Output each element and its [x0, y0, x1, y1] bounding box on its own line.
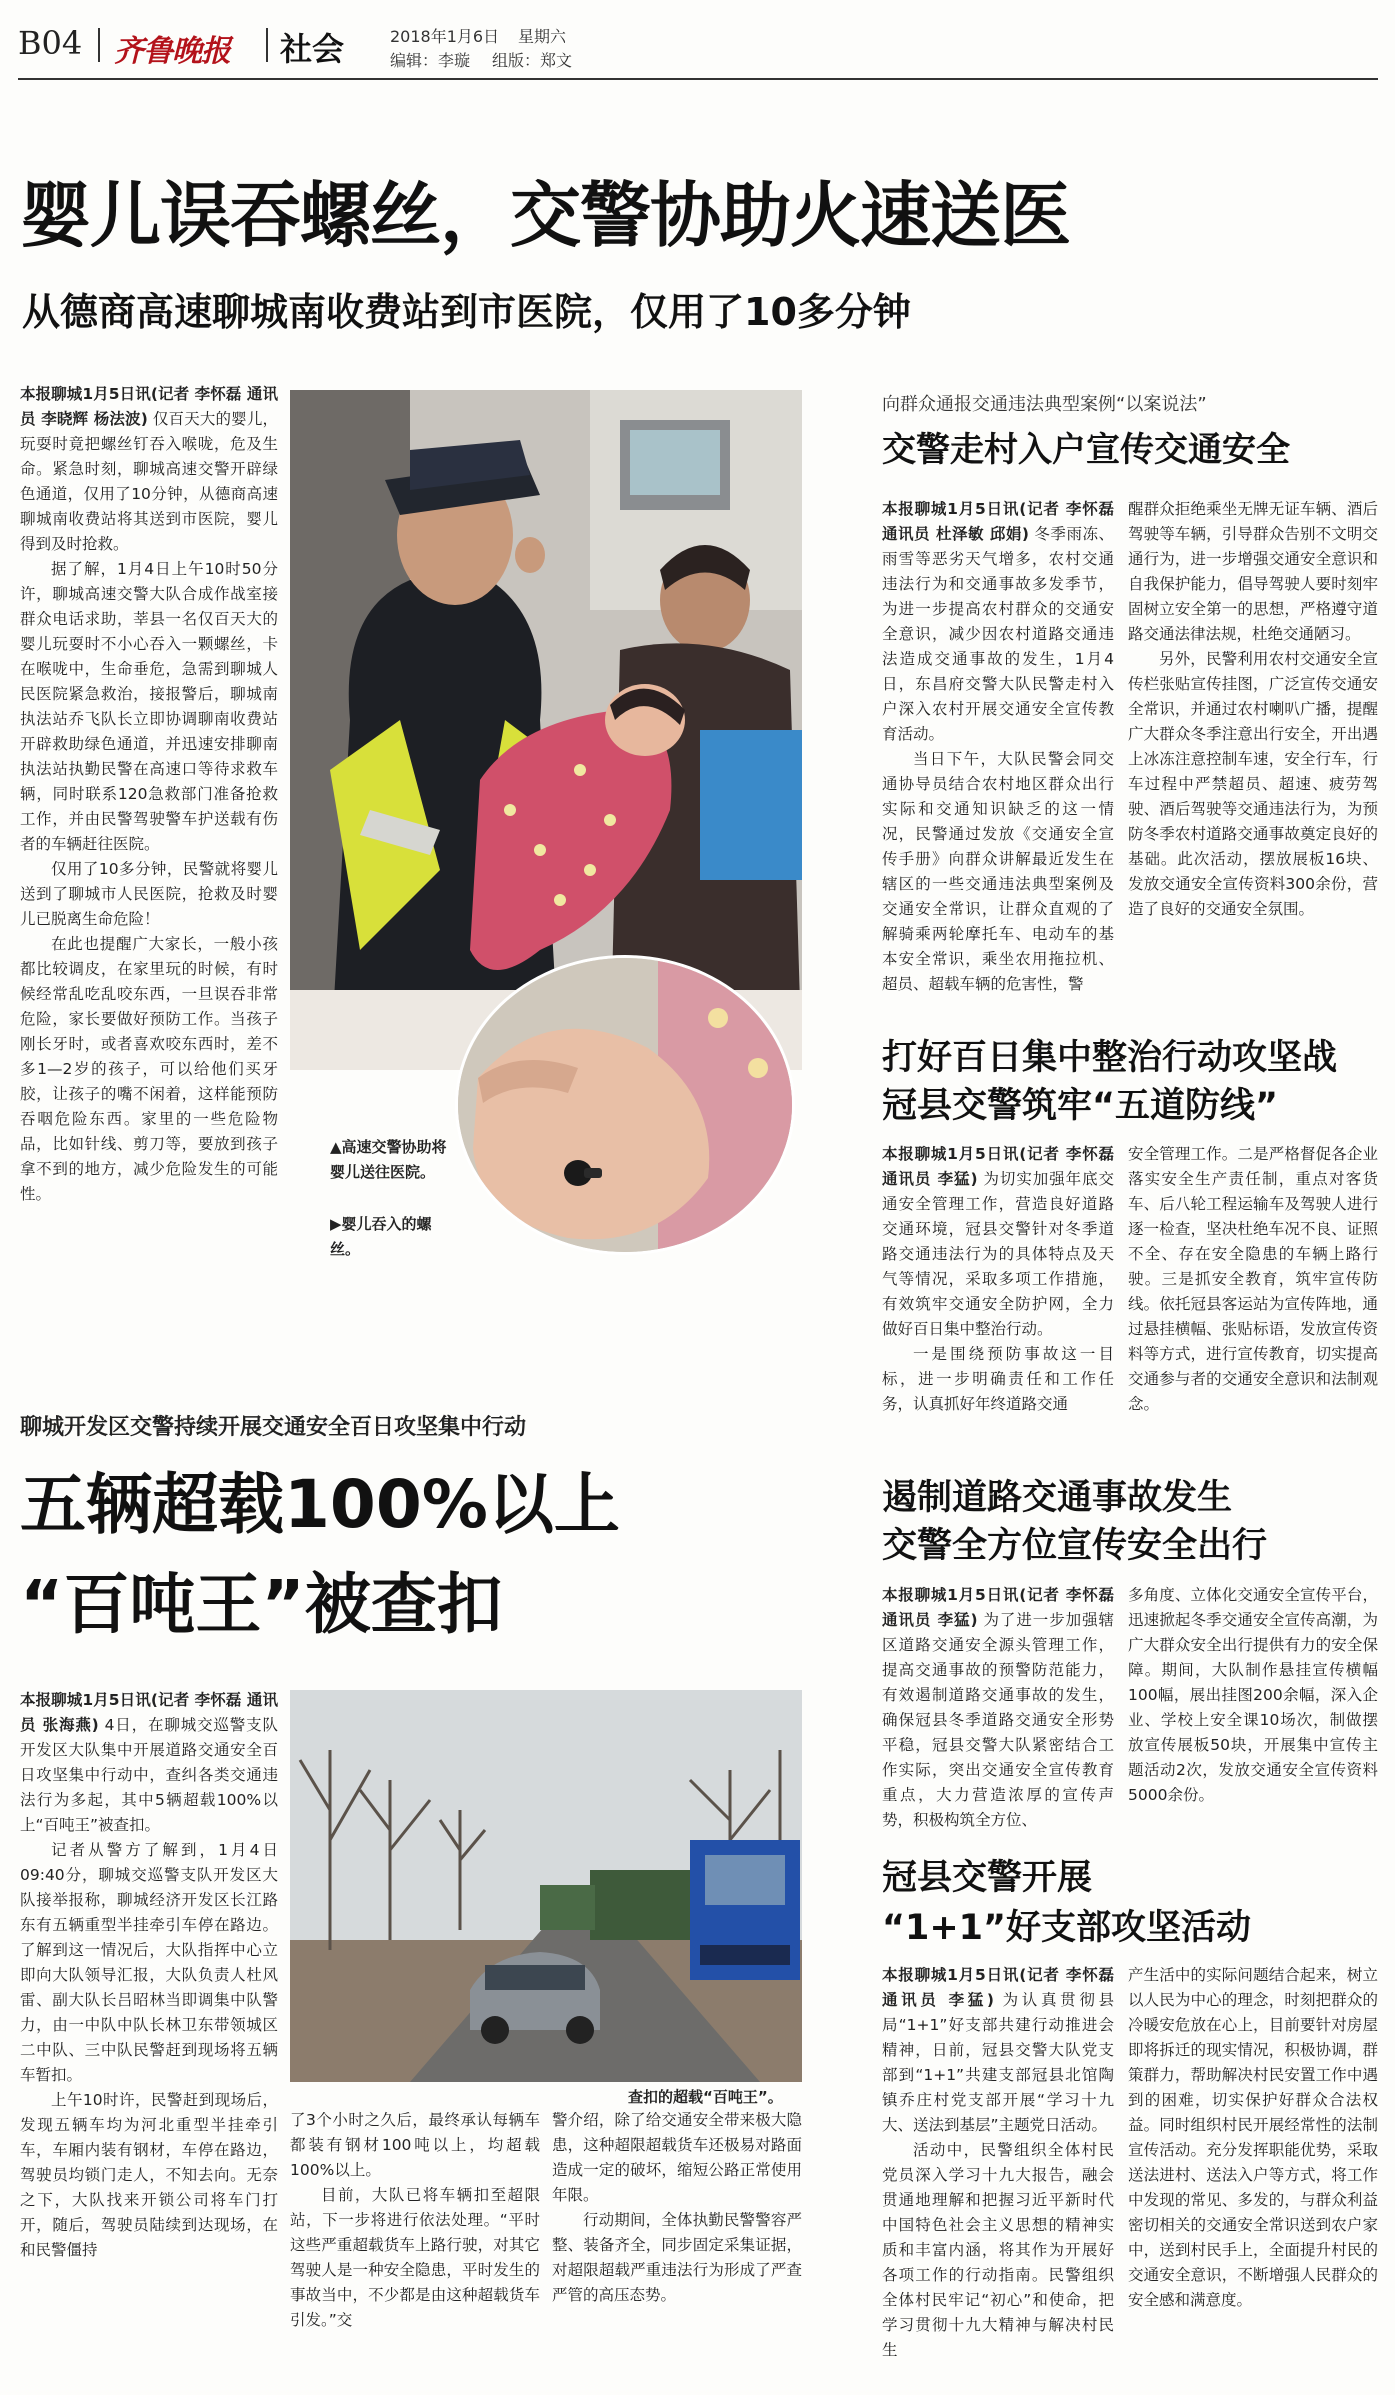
- story2-headline: 交警走村入户宣传交通安全: [882, 430, 1290, 470]
- story2-paragraph: 另外，民警利用农村交通安全宣传栏张贴宣传挂图，广泛宣传交通安全常识，并通过农村喇叭广播，提醒广大群众冬季注意出行安全，开出遇上冰冻注意控制车速，安全行车，行车过程中严禁超员、超速、疲劳驾驶、酒后驾驶等交通违法行为，为预防冬季农村道路交通事故奠定良好的基础。此次活动，摆放展板16块、发放交通安全宣传资料300余份，营造了良好的交通安全氛围。: [1128, 650, 1378, 918]
- story6-paragraph: 为认真贯彻县局“1+1”好支部共建行动推进会精神，日前，冠县交警大队党支部到“1+1”共建支部冠县北馆陶镇乔庄村党支部开展“学习十九大、送法到基层”主题党日活动。: [882, 1991, 1114, 2134]
- page-code: B04: [18, 24, 83, 62]
- masthead-divider: [98, 28, 100, 62]
- lead-caption-officer: ▲高速交警协助将婴儿送往医院。: [330, 1138, 447, 1181]
- story3-col1: [882, 1142, 1114, 1467]
- story4-headline-line2: “百吨王”被查扣: [20, 1566, 503, 1643]
- story5-col1: [882, 1583, 1114, 1843]
- story6-col2: [1128, 1963, 1378, 2378]
- story3-paragraph: 一是围绕预防事故这一目标，进一步明确责任和工作任务，认真抓好年终道路交通: [882, 1345, 1114, 1413]
- story6-paragraph: 产生活中的实际问题结合起来，树立以人民为中心的理念，时刻把群众的冷暖安危放在心上，目前要针对房屋即将拆迁的现实情况，积极协调，群策群力，帮助解决村民安置工作中遇到的困难，切实保护好群众合法权益。同时组织村民开展经常性的法制宣传活动。充分发挥职能优势，采取送法进村、送法入户等方式，将工作中发现的常见、多发的，与群众利益密切相关的交通安全常识送到农户家中，送到村民手上，全面提升村民的交通安全意识，不断增强人民群众的安全感和满意度。: [1128, 1966, 1378, 2309]
- story4-col1: [20, 1688, 278, 2378]
- story4-paragraph: 4日，在聊城交巡警支队开发区大队集中开展道路交通安全百日攻坚集中行动中，查纠各类交通违法行为多起，其中5辆超载100%以上“百吨王”被查扣。: [20, 1716, 278, 1834]
- story4-paragraph: 了3个小时之久后，最终承认每辆车都装有钢材100吨以上，均超载100%以上。: [290, 2111, 540, 2179]
- masthead-rule: [18, 78, 1378, 80]
- lead-paragraph: 在此也提醒广大家长，一般小孩都比较调皮，在家里玩的时候，有时候经常乱吃乱咬东西，一旦误吞非常危险，家长要做好预防工作。当孩子刚长牙时，或者喜欢咬东西时，差不多1—2岁的孩子，可以给他们买牙胶，让孩子的嘴不闲着，这样能预防吞咽危险东西。家里的一些危险物品，比如针线、剪刀等，要放到孩子拿不到的地方，减少危险发生的可能性。: [20, 935, 278, 1203]
- screw-in-palm-image: [458, 958, 792, 1252]
- section-name: 社会: [280, 30, 345, 68]
- issue-date: 2018年1月6日: [390, 27, 500, 46]
- story4-col3: [552, 2108, 802, 2378]
- story4-kicker: 聊城开发区交警持续开展交通安全百日攻坚集中行动: [20, 1415, 527, 1440]
- story2-paragraph: 醒群众拒绝乘坐无牌无证车辆、酒后驾驶等车辆，引导群众告别不文明交通行为，进一步增强交通安全意识和自我保护能力，倡导驾驶人要时刻牢固树立安全第一的思想，严格遵守道路交通法律法规，杜绝交通陋习。: [1128, 500, 1378, 643]
- story4-paragraph: 记者从警方了解到，1月4日09:40分，聊城交巡警支队开发区大队接举报称，聊城经济开发区长江路东有五辆重型半挂牵引车停在路边。了解到这一情况后，大队指挥中心立即向大队领导汇报，大队负责人杜风雷、副大队长吕昭林当即调集中队警力，由一中队中队长林卫东带领城区二中队、三中队民警赶到现场将五辆车暂扣。: [20, 1841, 278, 2084]
- lead-headline: 婴儿误吞螺丝，交警协助火速送医: [20, 174, 1071, 257]
- layout-credit: 组版：郑文: [492, 51, 573, 70]
- story5-paragraph: 为了进一步加强辖区道路交通安全源头管理工作，提高交通事故的预警防范能力，有效遏制道路交通事故的发生，确保冠县冬季道路交通安全形势平稳，冠县交警大队紧密结合工作实际，突出交通安全宣传教育重点，大力营造浓厚的宣传声势，积极构筑全方位、: [882, 1611, 1114, 1829]
- story4-paragraph: 上午10时许，民警赶到现场后，发现五辆车均为河北重型半挂牵引车，车厢内装有钢材，车停在路边，驾驶员均锁门走人，不知去向。无奈之下，大队找来开锁公司将车门打开，随后，驾驶员陆续到达现场，在和民警僵持: [20, 2091, 278, 2259]
- story2-col2: [1128, 497, 1378, 1022]
- lead-paragraph: 仅百天大的婴儿，玩耍时竟把螺丝钉吞入喉咙，危及生命。紧急时刻，聊城高速交警开辟绿色通道，仅用了10分钟，从德商高速聊城南收费站将其送到市医院，婴儿得到及时抢救。: [20, 410, 278, 553]
- lead-paragraph: 据了解，1月4日上午10时50分许，聊城高速交警大队合成作战室接群众电话求助，莘县一名仅百天大的婴儿玩耍时不小心吞入一颗螺丝，卡在喉咙中，生命垂危，急需到聊城人民医院紧急救治，接报警后，聊城南执法站乔飞队长立即协调聊南收费站开辟救助绿色通道，并迅速安排聊南执法站执勤民警在高速口等待求救车辆，同时联系120急救部门准备抢救工作，并由民警驾驶警车护送载有伤者的车辆赶往医院。: [20, 560, 278, 853]
- masthead: [18, 20, 1378, 75]
- lead-body: [20, 382, 278, 1352]
- story5-paragraph: 多角度、立体化交通安全宣传平台，迅速掀起冬季交通安全宣传高潮，为广大群众安全出行提供有力的安全保障。期间，大队制作悬挂宣传横幅100幅，展出挂图200余幅，深入企业、学校上安全课10场次，制做摆放宣传展板50块，开展集中宣传主题活动2次，发放交通安全宣传资料5000余份。: [1128, 1586, 1378, 1804]
- story4-paragraph: 目前，大队已将车辆扣至超限站，下一步将进行依法处理。“平时这些严重超载货车上路行驶，对其它驾驶人是一种安全隐患，平时发生的事故当中，不少都是由这种超载货车引发。”交: [290, 2186, 540, 2329]
- story2-col1: [882, 497, 1114, 1022]
- story3-paragraph: 为切实加强年底交通安全管理工作，营造良好道路交通环境，冠县交警针对冬季道路交通违法行为的具体特点及天气等情况，采取多项工作措施，有效筑牢交通安全防护网，全力做好百日集中整治行动。: [882, 1170, 1114, 1338]
- story5-headline-line2: 交警全方位宣传安全出行: [882, 1526, 1268, 1566]
- editor-credit: 编辑：李璇: [390, 51, 471, 70]
- lead-paragraph: 仅用了10多分钟，民警就将婴儿送到了聊城市人民医院，抢救及时婴儿已脱离生命危险！: [20, 860, 278, 928]
- story3-paragraph: 安全管理工作。二是严格督促各企业落实安全生产责任制，重点对客货车、后八轮工程运输车及驾驶人进行逐一检查，坚决杜绝车况不良、证照不全、存在安全隐患的车辆上路行驶。三是抓安全教育，筑牢宣传防线。依托冠县客运站为宣传阵地，通过悬挂横幅、张贴标语，发放宣传资料等方式，进行宣传教育，切实提高交通参与者的交通安全意识和法制观念。: [1128, 1145, 1378, 1413]
- lead-photo-officer: [290, 390, 802, 1070]
- story5-dateline: 本报聊城1月5日讯(记者 李怀磊 通讯员 李猛): [882, 1586, 1114, 1629]
- story6-headline-line2: “1+1”好支部攻坚活动: [882, 1908, 1252, 1948]
- story4-photo-trucks: [290, 1690, 802, 2082]
- story2-kicker: 向群众通报交通违法典型案例“以案说法”: [882, 394, 1207, 415]
- issue-weekday: 星期六: [518, 27, 567, 46]
- lead-dateline: 本报聊城1月5日讯(记者 李怀磊 通讯员 李晓辉 杨法波): [20, 385, 278, 428]
- lead-subhead: 从德商高速聊城南收费站到市医院，仅用了10多分钟: [22, 290, 911, 334]
- story5-col2: [1128, 1583, 1378, 1843]
- paper-logo: 齐鲁晚报: [114, 34, 230, 69]
- story4-dateline: 本报聊城1月5日讯(记者 李怀磊 通讯员 张海燕): [20, 1691, 278, 1734]
- story3-headline-line2: 冠县交警筑牢“五道防线”: [882, 1086, 1279, 1126]
- story4-col2: [290, 2108, 540, 2378]
- lead-caption-screw: ▶婴儿吞入的螺丝。: [330, 1215, 432, 1258]
- story4-headline-line1: 五辆超载100%以上: [20, 1466, 620, 1543]
- seized-trucks-image: [290, 1690, 802, 2082]
- story4-paragraph: 行动期间，全体执勤民警警容严整、装备齐全，同步固定采集证据，对超限超载严重违法行为形成了严查严管的高压态势。: [552, 2211, 802, 2304]
- story2-dateline: 本报聊城1月5日讯(记者 李怀磊 通讯员 杜泽敏 邱娟): [882, 500, 1114, 543]
- story3-col2: [1128, 1142, 1378, 1467]
- story6-dateline: 本报聊城1月5日讯(记者 李怀磊 通讯员 李猛): [882, 1966, 1114, 2009]
- story4-caption: 查扣的超载“百吨王”。: [628, 2088, 783, 2106]
- story2-paragraph: 当日下午，大队民警会同交通协导员结合农村地区群众出行实际和交通知识缺乏的这一情况，民警通过发放《交通安全宣传手册》向群众讲解最近发生在辖区的一些交通违法典型案例及交通安全常识，让群众直观的了解骑乘两轮摩托车、电动车的基本安全常识，乘坐农用拖拉机、超员、超载车辆的危害性，警: [882, 750, 1114, 993]
- story2-paragraph: 冬季雨冻、雨雪等恶劣天气增多，农村交通违法行为和交通事故多发季节，为进一步提高农村群众的交通安全意识，减少因农村道路交通违法造成交通事故的发生，1月4日，东昌府交警大队民警走村入户深入农村开展交通安全宣传教育活动。: [882, 525, 1114, 743]
- story5-headline-line1: 遏制道路交通事故发生: [882, 1478, 1233, 1518]
- story6-paragraph: 活动中，民警组织全体村民党员深入学习十九大报告，融会贯通地理解和把握习近平新时代中国特色社会主义思想的精神实质和丰富内涵，将其作为开展好各项工作的行动指南。民警组织全体村民牢记“初心”和使命，把学习贯彻十九大精神与解决村民生: [882, 2141, 1114, 2359]
- story3-headline-line1: 打好百日集中整治行动攻坚战: [882, 1038, 1338, 1078]
- story6-col1: [882, 1963, 1114, 2378]
- masthead-divider: [266, 28, 268, 62]
- story4-paragraph: 警介绍，除了给交通安全带来极大隐患，这种超限超载货车还极易对路面造成一定的破坏，缩短公路正常使用年限。: [552, 2111, 802, 2204]
- story6-headline-line1: 冠县交警开展: [882, 1858, 1093, 1898]
- officer-holding-baby-image: [290, 390, 802, 1070]
- story3-dateline: 本报聊城1月5日讯(记者 李怀磊 通讯员 李猛): [882, 1145, 1114, 1188]
- lead-photo-screw: [455, 955, 795, 1255]
